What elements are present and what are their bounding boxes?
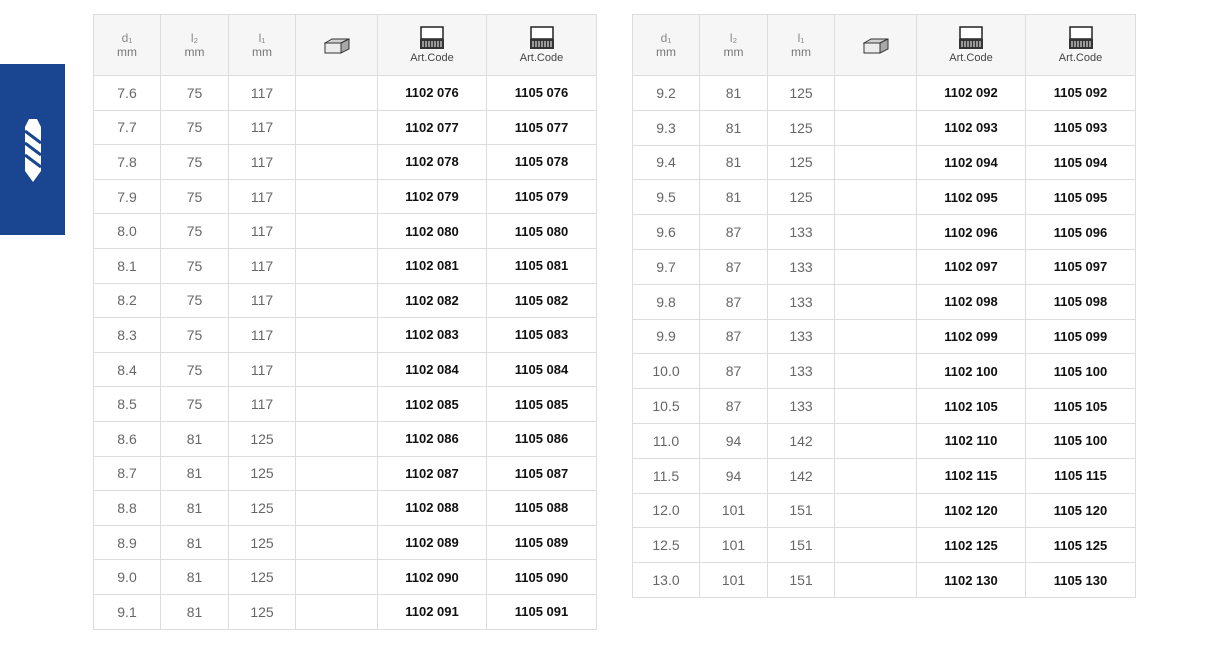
cell-art-code-b: 1105 096 — [1026, 215, 1136, 250]
cell-art-code-b: 1105 092 — [1026, 76, 1136, 111]
cell-art-code-a: 1102 089 — [378, 525, 487, 560]
header-art-code-2 — [487, 15, 597, 76]
cell-art-code-a: 1102 082 — [378, 283, 487, 318]
table-body-left — [94, 76, 597, 630]
cell-art-code-b: 1105 081 — [487, 248, 597, 283]
cell-l2: 75 — [161, 387, 229, 422]
cell-l1: 142 — [768, 458, 835, 493]
cell-d1: 8.5 — [94, 387, 161, 422]
table-row — [633, 180, 1136, 215]
cell-art-code-b: 1105 098 — [1026, 284, 1136, 319]
cell-art-code-b: 1105 078 — [487, 145, 597, 180]
cell-art-code-b: 1105 100 — [1026, 423, 1136, 458]
cell-l2: 81 — [161, 421, 229, 456]
header-l2 — [161, 15, 229, 76]
header-l1-symbol: l₁ — [258, 31, 266, 45]
cell-l2: 81 — [161, 525, 229, 560]
cell-d1: 8.6 — [94, 421, 161, 456]
drill-set-case-icon — [958, 26, 984, 50]
cell-d1: 8.7 — [94, 456, 161, 491]
cell-art-code-b: 1105 084 — [487, 352, 597, 387]
drill-set-case-icon — [419, 26, 445, 50]
header-d1-symbol: d₁ — [121, 31, 133, 45]
cell-box — [296, 214, 378, 249]
cell-l2: 87 — [700, 249, 768, 284]
table-row — [633, 389, 1136, 424]
spec-table-right — [632, 14, 1136, 598]
cell-d1: 9.6 — [633, 215, 700, 250]
cell-art-code-a: 1102 098 — [917, 284, 1026, 319]
cell-art-code-a: 1102 080 — [378, 214, 487, 249]
cell-art-code-b: 1105 100 — [1026, 354, 1136, 389]
cell-box — [835, 180, 917, 215]
cell-l2: 75 — [161, 145, 229, 180]
table-row — [94, 491, 597, 526]
table-row — [633, 110, 1136, 145]
cell-l2: 94 — [700, 458, 768, 493]
table-row — [633, 423, 1136, 458]
cell-art-code-a: 1102 086 — [378, 421, 487, 456]
cell-box — [296, 145, 378, 180]
cell-d1: 10.0 — [633, 354, 700, 389]
cell-art-code-b: 1105 089 — [487, 525, 597, 560]
table-row — [94, 179, 597, 214]
cell-art-code-a: 1102 081 — [378, 248, 487, 283]
cell-art-code-a: 1102 110 — [917, 423, 1026, 458]
cell-art-code-a: 1102 095 — [917, 180, 1026, 215]
cell-art-code-a: 1102 085 — [378, 387, 487, 422]
cell-art-code-b: 1105 085 — [487, 387, 597, 422]
cell-l1: 125 — [229, 560, 296, 595]
cell-art-code-b: 1105 093 — [1026, 110, 1136, 145]
cell-d1: 9.3 — [633, 110, 700, 145]
cell-l2: 81 — [161, 560, 229, 595]
cell-d1: 13.0 — [633, 563, 700, 598]
cell-art-code-a: 1102 105 — [917, 389, 1026, 424]
cell-box — [296, 318, 378, 353]
table-row — [633, 145, 1136, 180]
cell-art-code-b: 1105 115 — [1026, 458, 1136, 493]
drill-bit-icon — [20, 117, 46, 183]
table-row — [633, 354, 1136, 389]
header-l2-unit: mm — [184, 45, 205, 59]
cell-art-code-a: 1102 100 — [917, 354, 1026, 389]
cell-art-code-a: 1102 076 — [378, 76, 487, 111]
cell-box — [296, 110, 378, 145]
cell-art-code-b: 1105 082 — [487, 283, 597, 318]
cell-art-code-a: 1102 096 — [917, 215, 1026, 250]
cell-l1: 117 — [229, 318, 296, 353]
cell-l1: 133 — [768, 354, 835, 389]
cell-l2: 87 — [700, 215, 768, 250]
cell-box — [835, 145, 917, 180]
cell-l2: 75 — [161, 110, 229, 145]
table-row — [633, 215, 1136, 250]
cell-d1: 8.0 — [94, 214, 161, 249]
cell-art-code-a: 1102 079 — [378, 179, 487, 214]
cell-l1: 133 — [768, 215, 835, 250]
cell-l2: 81 — [700, 145, 768, 180]
header-d1-unit: mm — [117, 45, 137, 59]
cell-box — [296, 248, 378, 283]
table-row — [633, 563, 1136, 598]
cell-d1: 7.8 — [94, 145, 161, 180]
table-row — [633, 284, 1136, 319]
cell-l1: 125 — [768, 76, 835, 111]
table-row — [94, 421, 597, 456]
cell-d1: 8.1 — [94, 248, 161, 283]
cell-box — [296, 594, 378, 629]
cell-d1: 9.0 — [94, 560, 161, 595]
cell-d1: 9.2 — [633, 76, 700, 111]
header-l2-symbol: l₂ — [729, 31, 738, 45]
header-box — [835, 15, 917, 76]
cell-l2: 81 — [161, 594, 229, 629]
table-row — [633, 76, 1136, 111]
cell-box — [835, 389, 917, 424]
cell-art-code-a: 1102 120 — [917, 493, 1026, 528]
cell-art-code-b: 1105 079 — [487, 179, 597, 214]
cell-l1: 142 — [768, 423, 835, 458]
cell-art-code-a: 1102 099 — [917, 319, 1026, 354]
header-l1 — [768, 15, 835, 76]
cell-l2: 87 — [700, 284, 768, 319]
cell-l2: 94 — [700, 423, 768, 458]
cell-art-code-b: 1105 077 — [487, 110, 597, 145]
cell-art-code-a: 1102 125 — [917, 528, 1026, 563]
table-row — [633, 528, 1136, 563]
cell-l2: 75 — [161, 248, 229, 283]
cell-l1: 133 — [768, 249, 835, 284]
cell-d1: 8.2 — [94, 283, 161, 318]
cell-box — [835, 563, 917, 598]
table-row — [94, 318, 597, 353]
cell-box — [296, 560, 378, 595]
cell-box — [296, 179, 378, 214]
cell-l2: 81 — [161, 456, 229, 491]
header-l1-symbol: l₁ — [797, 31, 805, 45]
table-row — [94, 214, 597, 249]
cell-l2: 81 — [161, 491, 229, 526]
cell-art-code-b: 1105 130 — [1026, 563, 1136, 598]
cell-l1: 125 — [768, 110, 835, 145]
cell-l1: 151 — [768, 493, 835, 528]
table-row — [94, 352, 597, 387]
cell-d1: 7.6 — [94, 76, 161, 111]
spec-table-left — [93, 14, 597, 630]
cell-box — [296, 283, 378, 318]
cell-l2: 101 — [700, 563, 768, 598]
cell-art-code-b: 1105 097 — [1026, 249, 1136, 284]
cell-art-code-b: 1105 087 — [487, 456, 597, 491]
cell-art-code-b: 1105 099 — [1026, 319, 1136, 354]
cell-l2: 75 — [161, 352, 229, 387]
cell-l1: 125 — [229, 594, 296, 629]
table-row — [94, 560, 597, 595]
cell-d1: 9.7 — [633, 249, 700, 284]
cell-box — [835, 76, 917, 111]
cell-l2: 75 — [161, 179, 229, 214]
cell-d1: 11.5 — [633, 458, 700, 493]
cell-l1: 117 — [229, 76, 296, 111]
cell-l1: 117 — [229, 283, 296, 318]
cell-art-code-a: 1102 130 — [917, 563, 1026, 598]
table-row — [94, 76, 597, 111]
table-row — [633, 493, 1136, 528]
cell-l1: 117 — [229, 179, 296, 214]
header-l1 — [229, 15, 296, 76]
cell-art-code-a: 1102 093 — [917, 110, 1026, 145]
cell-art-code-b: 1105 083 — [487, 318, 597, 353]
header-art-code-label: Art.Code — [949, 52, 993, 64]
cell-art-code-a: 1102 084 — [378, 352, 487, 387]
table-row — [633, 319, 1136, 354]
cell-box — [835, 354, 917, 389]
cell-d1: 12.5 — [633, 528, 700, 563]
header-art-code-2 — [1026, 15, 1136, 76]
header-d1 — [94, 15, 161, 76]
cell-art-code-a: 1102 088 — [378, 491, 487, 526]
cell-art-code-a: 1102 083 — [378, 318, 487, 353]
cell-l1: 117 — [229, 387, 296, 422]
cell-l1: 125 — [229, 525, 296, 560]
cell-l1: 151 — [768, 563, 835, 598]
cell-l2: 101 — [700, 493, 768, 528]
cell-art-code-b: 1105 080 — [487, 214, 597, 249]
cell-l2: 75 — [161, 283, 229, 318]
cell-art-code-b: 1105 125 — [1026, 528, 1136, 563]
cell-l1: 125 — [768, 180, 835, 215]
package-box-icon — [863, 38, 889, 54]
table-row — [94, 525, 597, 560]
cell-d1: 8.3 — [94, 318, 161, 353]
cell-box — [835, 458, 917, 493]
header-d1-unit: mm — [656, 45, 676, 59]
drill-set-case-icon — [1068, 26, 1094, 50]
cell-art-code-a: 1102 097 — [917, 249, 1026, 284]
cell-d1: 8.9 — [94, 525, 161, 560]
cell-l2: 75 — [161, 318, 229, 353]
cell-art-code-a: 1102 094 — [917, 145, 1026, 180]
cell-l2: 87 — [700, 389, 768, 424]
package-box-icon — [324, 38, 350, 54]
cell-l1: 117 — [229, 214, 296, 249]
cell-l1: 125 — [229, 421, 296, 456]
cell-box — [296, 525, 378, 560]
cell-l1: 117 — [229, 145, 296, 180]
table-row — [94, 456, 597, 491]
cell-box — [296, 421, 378, 456]
category-badge — [0, 64, 65, 235]
table-header-row — [94, 15, 597, 76]
cell-l1: 133 — [768, 389, 835, 424]
cell-art-code-b: 1105 120 — [1026, 493, 1136, 528]
cell-art-code-a: 1102 078 — [378, 145, 487, 180]
cell-box — [835, 215, 917, 250]
cell-box — [296, 352, 378, 387]
cell-l1: 117 — [229, 248, 296, 283]
cell-d1: 7.7 — [94, 110, 161, 145]
cell-art-code-b: 1105 105 — [1026, 389, 1136, 424]
cell-box — [296, 387, 378, 422]
cell-l1: 125 — [229, 491, 296, 526]
cell-l2: 101 — [700, 528, 768, 563]
cell-d1: 8.4 — [94, 352, 161, 387]
cell-l2: 81 — [700, 110, 768, 145]
table-row — [94, 248, 597, 283]
header-l1-unit: mm — [252, 45, 272, 59]
cell-l1: 117 — [229, 352, 296, 387]
cell-art-code-b: 1105 091 — [487, 594, 597, 629]
cell-l1: 133 — [768, 319, 835, 354]
table-row — [94, 387, 597, 422]
table-row — [633, 458, 1136, 493]
cell-box — [296, 456, 378, 491]
cell-d1: 9.9 — [633, 319, 700, 354]
cell-l1: 133 — [768, 284, 835, 319]
cell-art-code-b: 1105 095 — [1026, 180, 1136, 215]
cell-art-code-b: 1105 086 — [487, 421, 597, 456]
cell-d1: 7.9 — [94, 179, 161, 214]
cell-art-code-a: 1102 092 — [917, 76, 1026, 111]
cell-box — [835, 493, 917, 528]
cell-art-code-a: 1102 077 — [378, 110, 487, 145]
table-header-row — [633, 15, 1136, 76]
header-art-code-1 — [378, 15, 487, 76]
header-art-code-label: Art.Code — [519, 52, 564, 64]
cell-box — [835, 249, 917, 284]
header-l1-unit: mm — [791, 45, 811, 59]
header-l2 — [700, 15, 768, 76]
cell-art-code-a: 1102 090 — [378, 560, 487, 595]
cell-d1: 12.0 — [633, 493, 700, 528]
cell-art-code-a: 1102 091 — [378, 594, 487, 629]
cell-l2: 75 — [161, 76, 229, 111]
cell-l1: 151 — [768, 528, 835, 563]
cell-l2: 75 — [161, 214, 229, 249]
cell-l1: 125 — [229, 456, 296, 491]
cell-l2: 81 — [700, 76, 768, 111]
header-d1-symbol: d₁ — [660, 31, 672, 45]
cell-d1: 10.5 — [633, 389, 700, 424]
cell-d1: 9.5 — [633, 180, 700, 215]
table-row — [633, 249, 1136, 284]
header-l2-unit: mm — [723, 45, 744, 59]
cell-box — [835, 319, 917, 354]
cell-box — [835, 110, 917, 145]
cell-l1: 117 — [229, 110, 296, 145]
cell-box — [835, 284, 917, 319]
cell-art-code-a: 1102 087 — [378, 456, 487, 491]
header-art-code-label: Art.Code — [410, 52, 454, 64]
cell-box — [835, 423, 917, 458]
cell-art-code-b: 1105 094 — [1026, 145, 1136, 180]
cell-l2: 81 — [700, 180, 768, 215]
header-box — [296, 15, 378, 76]
cell-art-code-b: 1105 076 — [487, 76, 597, 111]
table-row — [94, 283, 597, 318]
cell-l1: 125 — [768, 145, 835, 180]
cell-art-code-b: 1105 090 — [487, 560, 597, 595]
cell-art-code-a: 1102 115 — [917, 458, 1026, 493]
cell-d1: 11.0 — [633, 423, 700, 458]
header-l2-symbol: l₂ — [190, 31, 199, 45]
table-row — [94, 145, 597, 180]
cell-d1: 9.4 — [633, 145, 700, 180]
header-art-code-label: Art.Code — [1058, 52, 1103, 64]
header-d1 — [633, 15, 700, 76]
cell-box — [835, 528, 917, 563]
cell-box — [296, 76, 378, 111]
cell-l2: 87 — [700, 354, 768, 389]
table-body-right — [633, 76, 1136, 598]
cell-box — [296, 491, 378, 526]
cell-d1: 9.1 — [94, 594, 161, 629]
cell-d1: 9.8 — [633, 284, 700, 319]
cell-art-code-b: 1105 088 — [487, 491, 597, 526]
table-row — [94, 110, 597, 145]
table-row — [94, 594, 597, 629]
cell-l2: 87 — [700, 319, 768, 354]
header-art-code-1 — [917, 15, 1026, 76]
cell-d1: 8.8 — [94, 491, 161, 526]
drill-set-case-icon — [529, 26, 555, 50]
